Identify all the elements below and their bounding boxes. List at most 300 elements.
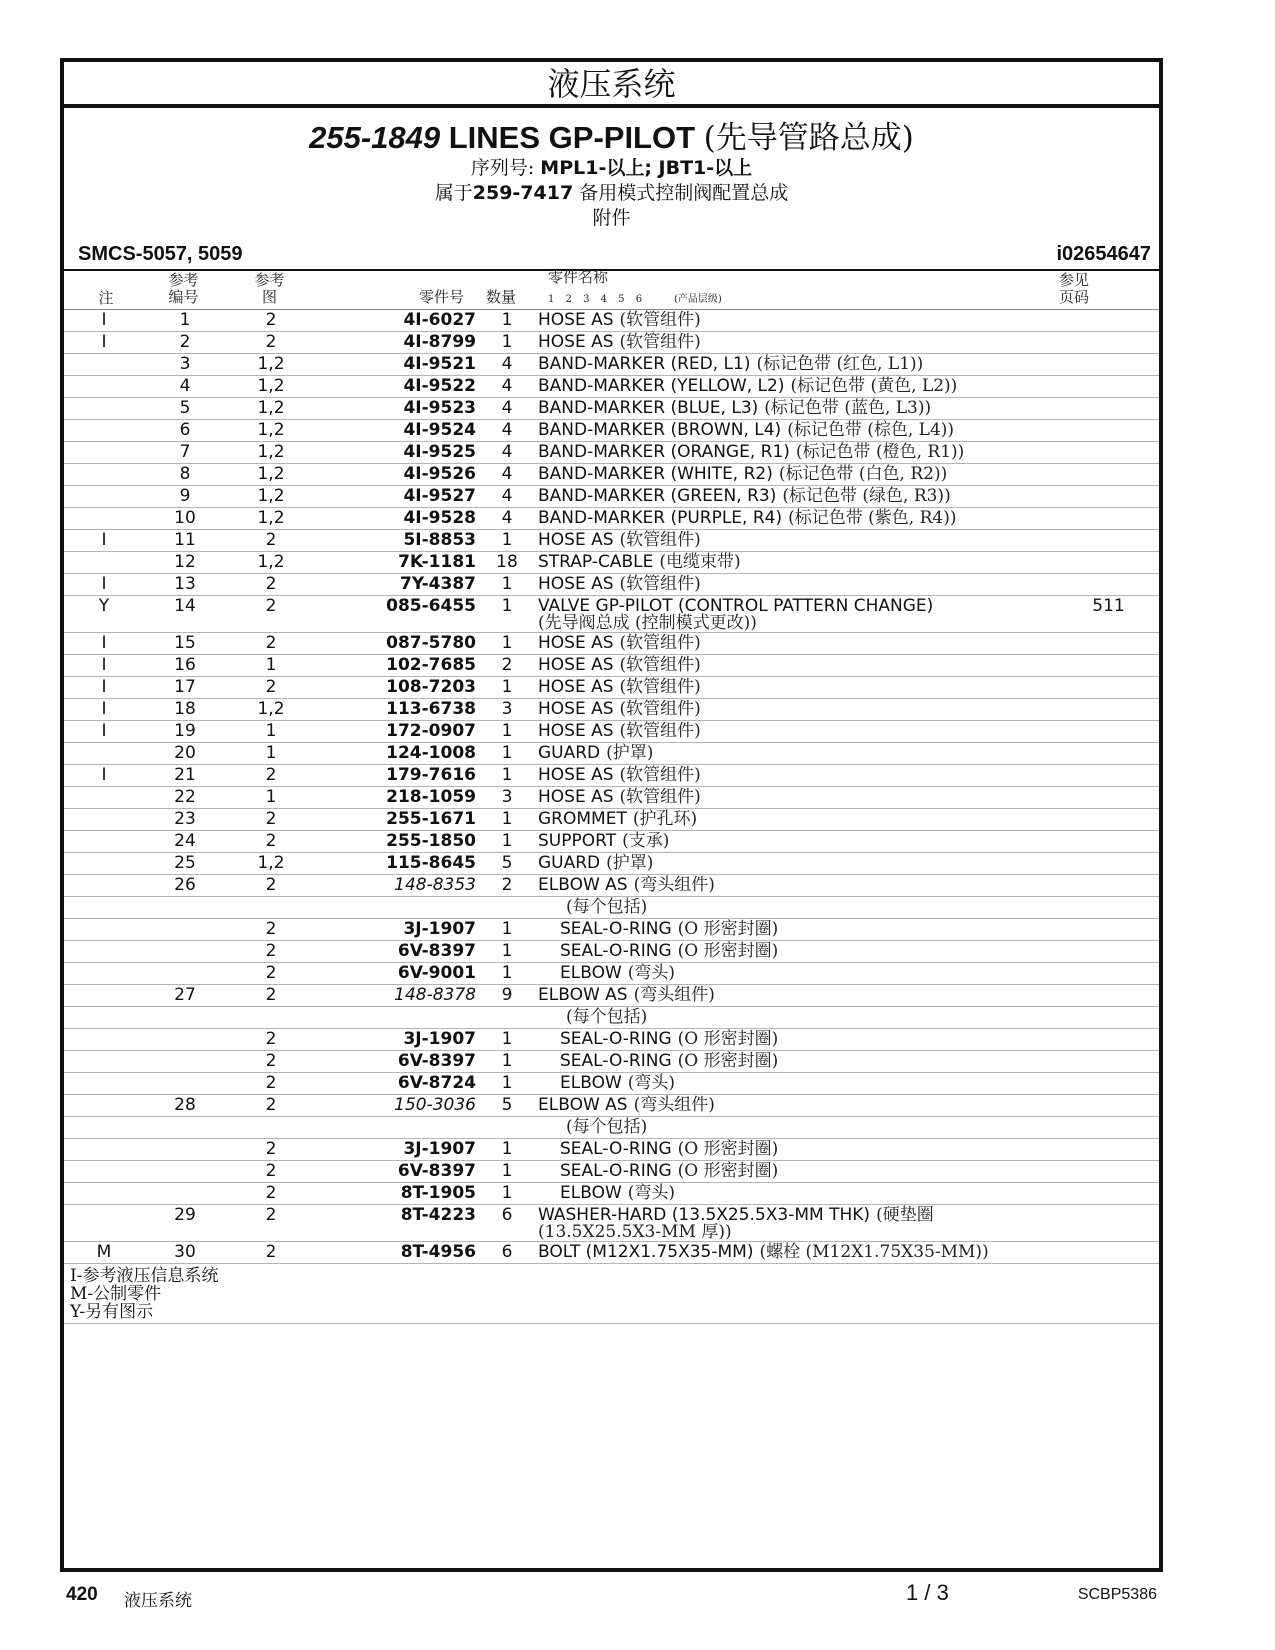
row-ref-number [144,1117,226,1139]
row-name-cn: (弯头) [627,1073,676,1093]
row-name-cn: (每个包括) [566,897,648,917]
row-figure: 1,2 [226,398,316,420]
row-name-cn: (软管组件) [619,721,701,741]
row-ref-number [144,897,226,919]
table-row [64,574,1159,596]
row-part-name [538,464,1058,486]
row-note [64,420,144,442]
row-name-cn: (标记色带 (紫色, R4)) [788,508,957,528]
row-figure [226,897,316,919]
row-quantity: 4 [476,354,538,376]
row-part-number: 4I-9525 [316,442,476,464]
row-part-name [538,853,1058,875]
row-note [64,1117,144,1139]
row-part-name [538,1242,1058,1264]
row-figure: 1,2 [226,699,316,721]
row-see-page [1058,985,1159,1007]
row-figure: 1,2 [226,464,316,486]
row-ref-number [144,1051,226,1073]
row-name-cn: (电缆束带) [659,552,741,572]
table-row [64,875,1159,897]
row-name-cn: (O 形密封圈) [677,919,779,939]
table-row [64,853,1159,875]
row-part-number: 108-7203 [316,677,476,699]
row-note [64,376,144,398]
row-part-name [538,442,1058,464]
page-frame [60,58,1163,1572]
row-see-page [1058,552,1159,574]
row-figure: 1 [226,721,316,743]
table-row [64,699,1159,721]
row-figure: 1,2 [226,486,316,508]
row-quantity: 1 [476,919,538,941]
row-part-number: 085-6455 [316,596,476,633]
row-see-page [1058,941,1159,963]
row-name-en: GUARD [538,853,601,873]
row-name-cn: (O 形密封圈) [677,1161,779,1181]
row-note [64,508,144,530]
row-part-name [538,831,1058,853]
belongs-name: 备用模式控制阀配置总成 [579,182,789,204]
row-quantity: 9 [476,985,538,1007]
row-part-name [538,1161,1058,1183]
row-note: I [64,699,144,721]
row-note: I [64,721,144,743]
row-name-en: ELBOW [560,1073,622,1093]
table-row [64,486,1159,508]
row-figure: 2 [226,1183,316,1205]
row-quantity: 1 [476,633,538,655]
row-see-page [1058,853,1159,875]
row-see-page [1058,963,1159,985]
row-see-page [1058,765,1159,787]
row-name-en: HOSE AS [538,655,614,675]
row-name-en: BAND-MARKER (YELLOW, L2) [538,376,785,396]
row-part-number [316,1117,476,1139]
row-part-number: 4I-9521 [316,354,476,376]
row-ref-number: 27 [144,985,226,1007]
col-note: 注 [98,289,114,307]
row-figure: 2 [226,1029,316,1051]
row-part-number: 3J-1907 [316,919,476,941]
row-part-number: 4I-9523 [316,398,476,420]
row-name-en: WASHER-HARD (13.5X25.5X3-MM THK) [538,1205,871,1225]
assembly-title [64,120,1159,156]
row-figure: 2 [226,310,316,332]
row-part-name [538,354,1058,376]
row-note [64,743,144,765]
row-name-cn: (软管组件) [619,574,701,594]
row-note [64,985,144,1007]
row-name-cn: (软管组件) [619,530,701,550]
table-row [64,897,1159,919]
document-id: i02654647 [1056,243,1151,265]
row-part-name [538,398,1058,420]
row-part-name [538,574,1058,596]
row-quantity: 4 [476,398,538,420]
row-part-number: 172-0907 [316,721,476,743]
belongs-label: 属于 [434,182,473,204]
row-name-cn: (软管组件) [619,765,701,785]
table-row [64,1183,1159,1205]
row-name-cn: (护罩) [606,743,654,763]
row-part-name [538,1205,1058,1242]
row-see-page [1058,530,1159,552]
row-part-number: 218-1059 [316,787,476,809]
row-ref-number: 18 [144,699,226,721]
row-figure: 2 [226,809,316,831]
footer-section: 液压系统 [124,1591,192,1611]
row-name-en: HOSE AS [538,699,614,719]
assembly-part-number: 255-1849 [309,120,441,155]
row-note: I [64,310,144,332]
row-note: I [64,655,144,677]
row-see-page [1058,376,1159,398]
serial-label: 序列号: [470,157,535,179]
row-note [64,1095,144,1117]
row-note [64,552,144,574]
row-name-en: STRAP-CABLE [538,552,654,572]
row-part-name [538,1073,1058,1095]
row-name-cn: (软管组件) [619,655,701,675]
table-row [64,530,1159,552]
row-quantity: 2 [476,655,538,677]
col-levels: 1 2 3 4 5 6 [548,294,643,305]
row-quantity: 3 [476,699,538,721]
row-part-number: 4I-9526 [316,464,476,486]
row-part-name [538,677,1058,699]
row-name-en: BAND-MARKER (WHITE, R2) [538,464,773,484]
row-part-name [538,552,1058,574]
row-ref-number [144,1161,226,1183]
serial-line [64,156,1159,181]
note-metric: M-公制零件 [70,1284,162,1304]
row-note [64,1139,144,1161]
row-name-cn: (O 形密封圈) [677,1139,779,1159]
row-note: I [64,332,144,354]
row-see-page [1058,1139,1159,1161]
table-row [64,919,1159,941]
row-note [64,398,144,420]
row-name-en: ELBOW AS [538,1095,628,1115]
row-ref-number: 26 [144,875,226,897]
parts-table-body [64,310,1159,1264]
page-footer [60,1580,1163,1610]
row-figure: 2 [226,1205,316,1242]
document-header [64,120,1159,231]
table-row [64,464,1159,486]
row-name-en: HOSE AS [538,574,614,594]
row-note [64,1205,144,1242]
note-illustrated: Y-另有图示 [70,1302,154,1322]
row-part-name [538,332,1058,354]
row-part-number: 4I-9527 [316,486,476,508]
table-row [64,1073,1159,1095]
row-ref-number: 21 [144,765,226,787]
row-figure: 1,2 [226,552,316,574]
row-part-number: 255-1850 [316,831,476,853]
table-row [64,831,1159,853]
row-see-page: 511 [1058,596,1159,633]
col-page-1: 参见 [1058,271,1089,289]
row-quantity: 6 [476,1205,538,1242]
col-levels-label: (产品层级) [674,294,722,305]
row-part-number [316,897,476,919]
row-ref-number: 24 [144,831,226,853]
row-see-page [1058,574,1159,596]
belongs-line [64,181,1159,206]
table-row [64,552,1159,574]
attachment-label: 附件 [592,207,631,229]
table-row [64,1007,1159,1029]
row-figure [226,1007,316,1029]
row-ref-number: 3 [144,354,226,376]
row-note [64,1007,144,1029]
row-quantity [476,897,538,919]
row-quantity: 1 [476,1139,538,1161]
row-see-page [1058,420,1159,442]
row-name-en: GUARD [538,743,601,763]
row-figure: 2 [226,633,316,655]
row-note [64,464,144,486]
row-part-name [538,743,1058,765]
row-name-en: BAND-MARKER (ORANGE, R1) [538,442,790,462]
row-quantity: 4 [476,376,538,398]
row-quantity: 1 [476,574,538,596]
row-part-name [538,1095,1058,1117]
row-see-page [1058,721,1159,743]
row-figure: 2 [226,1242,316,1264]
row-part-name [538,1007,1058,1029]
row-part-name [538,310,1058,332]
row-part-number: 7K-1181 [316,552,476,574]
row-see-page [1058,743,1159,765]
row-part-number: 8T-4223 [316,1205,476,1242]
row-name-cn: (螺栓 (M12X1.75X35-MM)) [759,1242,989,1262]
col-ref-1: 参考 [168,271,199,289]
row-quantity: 5 [476,1095,538,1117]
row-note [64,486,144,508]
footer-code: SCBP5386 [1077,1586,1157,1603]
row-quantity: 1 [476,1183,538,1205]
row-quantity: 4 [476,486,538,508]
row-ref-number: 15 [144,633,226,655]
note-reference: I-参考液压信息系统 [70,1266,219,1286]
table-row [64,985,1159,1007]
row-figure: 1,2 [226,376,316,398]
row-ref-number: 9 [144,486,226,508]
row-part-name [538,875,1058,897]
row-part-number: 148-8378 [316,985,476,1007]
row-part-number: 7Y-4387 [316,574,476,596]
row-quantity [476,1007,538,1029]
row-name-cn: (O 形密封圈) [677,1029,779,1049]
row-ref-number: 28 [144,1095,226,1117]
row-quantity: 6 [476,1242,538,1264]
row-note [64,963,144,985]
belongs-part-number: 259-7417 [472,182,574,204]
footer-page-number: 420 [66,1584,98,1605]
row-see-page [1058,486,1159,508]
table-row [64,721,1159,743]
row-ref-number: 22 [144,787,226,809]
row-see-page [1058,787,1159,809]
table-row [64,941,1159,963]
row-quantity: 1 [476,332,538,354]
row-see-page [1058,354,1159,376]
row-ref-number [144,919,226,941]
row-note: I [64,574,144,596]
row-part-number: 087-5780 [316,633,476,655]
row-note [64,1029,144,1051]
row-see-page [1058,1051,1159,1073]
row-figure: 1 [226,655,316,677]
row-figure: 1,2 [226,853,316,875]
row-quantity: 4 [476,442,538,464]
table-header [64,268,1159,310]
row-figure: 2 [226,963,316,985]
row-name-en: VALVE GP-PILOT (CONTROL PATTERN CHANGE) [538,596,934,616]
table-row [64,809,1159,831]
row-quantity: 1 [476,721,538,743]
row-note: Y [64,596,144,633]
row-name-en: HOSE AS [538,530,614,550]
row-part-name [538,1139,1058,1161]
row-see-page [1058,1205,1159,1242]
row-name-cn: (软管组件) [619,332,701,352]
row-quantity: 4 [476,508,538,530]
row-figure: 2 [226,596,316,633]
table-row [64,508,1159,530]
row-ref-number: 19 [144,721,226,743]
row-name-cn: (O 形密封圈) [677,1051,779,1071]
row-quantity: 1 [476,963,538,985]
row-figure: 2 [226,1051,316,1073]
row-ref-number [144,1073,226,1095]
row-part-name [538,655,1058,677]
row-name-en: SEAL-O-RING [560,1029,672,1049]
row-quantity: 1 [476,1073,538,1095]
row-see-page [1058,1095,1159,1117]
table-row [64,1117,1159,1139]
row-quantity: 1 [476,1029,538,1051]
row-name-cn: (弯头) [627,963,676,983]
row-figure: 1,2 [226,354,316,376]
row-name-en: GROMMET [538,809,627,829]
row-part-number: 115-8645 [316,853,476,875]
row-figure: 2 [226,332,316,354]
row-name-en: SEAL-O-RING [560,1161,672,1181]
table-row [64,332,1159,354]
row-see-page [1058,897,1159,919]
row-quantity: 3 [476,787,538,809]
table-row [64,1139,1159,1161]
row-name-en: BAND-MARKER (RED, L1) [538,354,751,374]
row-note: I [64,530,144,552]
row-part-name [538,508,1058,530]
row-name-en: SEAL-O-RING [560,919,672,939]
row-note [64,1073,144,1095]
row-part-number [316,1007,476,1029]
row-quantity: 5 [476,853,538,875]
smcs-code: SMCS-5057, 5059 [78,243,243,265]
row-part-name [538,919,1058,941]
row-figure: 1,2 [226,420,316,442]
row-figure: 2 [226,1095,316,1117]
row-note: M [64,1242,144,1264]
row-name-cn: (弯头) [627,1183,676,1203]
table-row [64,310,1159,332]
row-part-number: 8T-1905 [316,1183,476,1205]
row-name-cn-continued: (13.5X25.5X3-MM 厚)) [538,1222,732,1242]
table-row [64,633,1159,655]
row-name-cn: (软管组件) [619,310,701,330]
row-figure: 2 [226,677,316,699]
row-ref-number: 5 [144,398,226,420]
row-part-number: 6V-9001 [316,963,476,985]
table-row [64,655,1159,677]
row-part-number: 5I-8853 [316,530,476,552]
row-figure: 2 [226,831,316,853]
row-ref-number: 7 [144,442,226,464]
row-quantity: 1 [476,310,538,332]
row-note [64,875,144,897]
section-title: 液压系统 [64,62,1159,108]
row-part-number: 102-7685 [316,655,476,677]
row-name-cn: (软管组件) [619,633,701,653]
row-figure: 2 [226,941,316,963]
row-see-page [1058,1073,1159,1095]
row-part-number: 4I-9522 [316,376,476,398]
row-part-name [538,1183,1058,1205]
row-part-name [538,809,1058,831]
row-part-number: 4I-6027 [316,310,476,332]
row-part-number: 6V-8397 [316,941,476,963]
row-part-name [538,596,1058,633]
id-row [64,241,1159,271]
row-name-cn: (标记色带 (黄色, L2)) [790,376,958,396]
row-part-number: 113-6738 [316,699,476,721]
row-quantity [476,1117,538,1139]
row-figure: 2 [226,765,316,787]
table-row [64,596,1159,633]
row-see-page [1058,1183,1159,1205]
row-note [64,919,144,941]
table-row [64,787,1159,809]
row-name-en: ELBOW AS [538,875,628,895]
row-see-page [1058,310,1159,332]
row-part-name [538,1029,1058,1051]
row-name-cn: (支承) [622,831,670,851]
table-row [64,765,1159,787]
row-see-page [1058,919,1159,941]
row-quantity: 18 [476,552,538,574]
row-see-page [1058,809,1159,831]
row-ref-number: 25 [144,853,226,875]
row-figure: 1 [226,787,316,809]
row-figure: 1 [226,743,316,765]
parts-table [64,310,1159,1264]
row-see-page [1058,677,1159,699]
row-quantity: 1 [476,1051,538,1073]
table-row [64,677,1159,699]
row-ref-number: 29 [144,1205,226,1242]
row-quantity: 2 [476,875,538,897]
row-name-en: ELBOW [560,1183,622,1203]
row-see-page [1058,1117,1159,1139]
row-part-name [538,1117,1058,1139]
row-part-number: 8T-4956 [316,1242,476,1264]
